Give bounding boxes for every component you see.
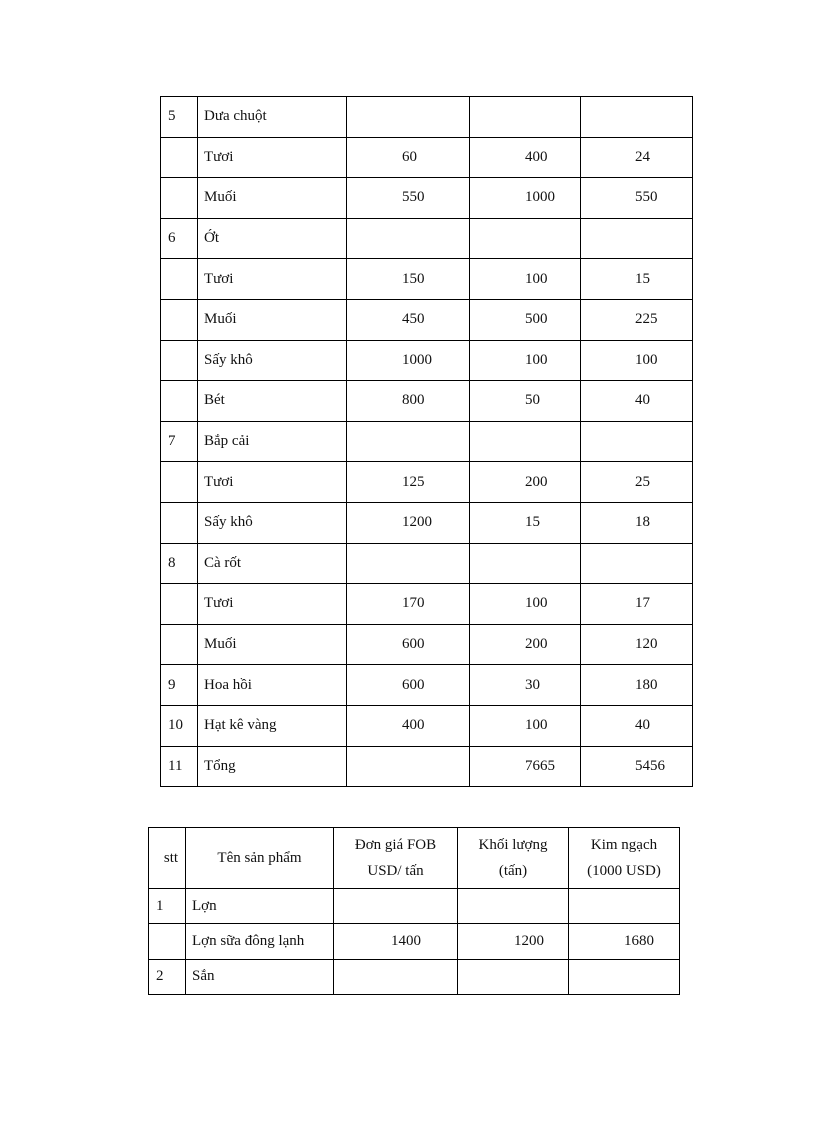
row-product-name: Bắp cải	[198, 421, 347, 462]
header-price-line1: Đơn giá FOB	[354, 837, 437, 853]
row-volume	[470, 421, 581, 462]
row-value: 24	[581, 137, 693, 178]
row-volume	[458, 889, 569, 924]
row-price	[347, 421, 470, 462]
row-product-name: Lợn	[186, 889, 334, 924]
row-value: 120	[581, 624, 693, 665]
table-row	[161, 340, 693, 381]
row-stt: 2	[149, 959, 186, 994]
table-row	[161, 624, 693, 665]
row-product-name: Tổng	[198, 746, 347, 787]
row-volume	[458, 959, 569, 994]
table-row	[149, 889, 680, 924]
table-row	[161, 462, 693, 503]
row-value: 225	[581, 299, 693, 340]
row-stt	[161, 381, 198, 422]
row-price: 1000	[347, 340, 470, 381]
meat-export-table	[148, 827, 680, 995]
table-row	[161, 705, 693, 746]
row-product-name: Muối	[198, 624, 347, 665]
row-value: 40	[581, 381, 693, 422]
row-price: 600	[347, 624, 470, 665]
row-stt	[161, 299, 198, 340]
row-price	[334, 889, 458, 924]
table-header-row	[149, 828, 680, 889]
table-row	[161, 502, 693, 543]
row-stt	[161, 340, 198, 381]
row-stt: 8	[161, 543, 198, 584]
row-price: 170	[347, 584, 470, 625]
row-price: 450	[347, 299, 470, 340]
row-volume: 200	[470, 624, 581, 665]
row-product-name: Sấy khô	[198, 502, 347, 543]
table-row	[149, 959, 680, 994]
row-volume: 100	[470, 340, 581, 381]
row-product-name: Tươi	[198, 462, 347, 503]
row-value	[581, 421, 693, 462]
row-volume	[470, 218, 581, 259]
row-price: 60	[347, 137, 470, 178]
header-volume-line1: Khối lượng	[478, 837, 548, 853]
row-stt: 1	[149, 889, 186, 924]
row-price	[347, 746, 470, 787]
row-product-name: Lợn sữa đông lạnh	[186, 924, 334, 959]
row-volume: 50	[470, 381, 581, 422]
header-product-name: Tên sản phẩm	[186, 828, 334, 889]
row-stt	[161, 624, 198, 665]
row-price: 150	[347, 259, 470, 300]
row-volume: 100	[470, 259, 581, 300]
row-price: 1400	[334, 924, 458, 959]
row-volume	[470, 543, 581, 584]
row-stt	[161, 502, 198, 543]
row-volume: 100	[470, 705, 581, 746]
row-stt: 10	[161, 705, 198, 746]
row-stt	[161, 137, 198, 178]
row-volume: 1000	[470, 178, 581, 219]
row-product-name: Hạt kê vàng	[198, 705, 347, 746]
row-value	[581, 218, 693, 259]
row-value: 180	[581, 665, 693, 706]
produce-export-table	[160, 96, 693, 787]
row-value: 5456	[581, 746, 693, 787]
row-product-name: Sắn	[186, 959, 334, 994]
table-row	[161, 259, 693, 300]
row-value	[581, 543, 693, 584]
table-row-total	[161, 746, 693, 787]
row-product-name: Bét	[198, 381, 347, 422]
row-product-name: Tươi	[198, 584, 347, 625]
row-volume: 200	[470, 462, 581, 503]
row-stt: 6	[161, 218, 198, 259]
row-stt: 9	[161, 665, 198, 706]
row-stt: 11	[161, 746, 198, 787]
table-row	[149, 924, 680, 959]
row-value	[581, 97, 693, 138]
row-volume	[470, 97, 581, 138]
row-product-name: Dưa chuột	[198, 97, 347, 138]
header-price-line2: USD/ tấn	[367, 863, 424, 879]
row-volume: 100	[470, 584, 581, 625]
row-product-name: Sấy khô	[198, 340, 347, 381]
row-price	[347, 543, 470, 584]
row-value: 40	[581, 705, 693, 746]
row-stt: 5	[161, 97, 198, 138]
row-value: 550	[581, 178, 693, 219]
row-price: 400	[347, 705, 470, 746]
row-value: 18	[581, 502, 693, 543]
row-volume: 400	[470, 137, 581, 178]
header-volume-line2: (tấn)	[498, 863, 528, 879]
row-product-name: Muối	[198, 178, 347, 219]
row-stt	[161, 462, 198, 503]
row-volume: 15	[470, 502, 581, 543]
row-volume: 1200	[458, 924, 569, 959]
row-price	[347, 218, 470, 259]
row-product-name: Cà rốt	[198, 543, 347, 584]
header-stt: stt	[149, 828, 186, 889]
row-volume: 30	[470, 665, 581, 706]
row-value	[569, 889, 680, 924]
header-value-line1: Kim ngạch	[590, 837, 658, 853]
row-volume: 500	[470, 299, 581, 340]
row-price: 550	[347, 178, 470, 219]
row-value	[569, 959, 680, 994]
table-row	[161, 178, 693, 219]
row-value: 15	[581, 259, 693, 300]
row-value: 17	[581, 584, 693, 625]
table-row	[161, 421, 693, 462]
row-stt	[161, 584, 198, 625]
row-product-name: Tươi	[198, 259, 347, 300]
header-value	[569, 828, 680, 889]
row-value: 25	[581, 462, 693, 503]
row-stt	[161, 178, 198, 219]
row-product-name: Tươi	[198, 137, 347, 178]
header-value-line2: (1000 USD)	[587, 863, 661, 879]
row-price	[347, 97, 470, 138]
row-product-name: Ớt	[198, 218, 347, 259]
table-row	[161, 97, 693, 138]
table-row	[161, 543, 693, 584]
table-row	[161, 218, 693, 259]
row-stt: 7	[161, 421, 198, 462]
row-price: 125	[347, 462, 470, 503]
header-volume	[458, 828, 569, 889]
row-product-name: Hoa hồi	[198, 665, 347, 706]
row-product-name: Muối	[198, 299, 347, 340]
row-price: 1200	[347, 502, 470, 543]
table-row	[161, 299, 693, 340]
header-price	[334, 828, 458, 889]
row-value: 1680	[569, 924, 680, 959]
row-price	[334, 959, 458, 994]
row-stt	[149, 924, 186, 959]
table-row	[161, 381, 693, 422]
row-stt	[161, 259, 198, 300]
row-price: 600	[347, 665, 470, 706]
table-row	[161, 137, 693, 178]
row-volume: 7665	[470, 746, 581, 787]
row-price: 800	[347, 381, 470, 422]
table-row	[161, 584, 693, 625]
row-value: 100	[581, 340, 693, 381]
table-row	[161, 665, 693, 706]
